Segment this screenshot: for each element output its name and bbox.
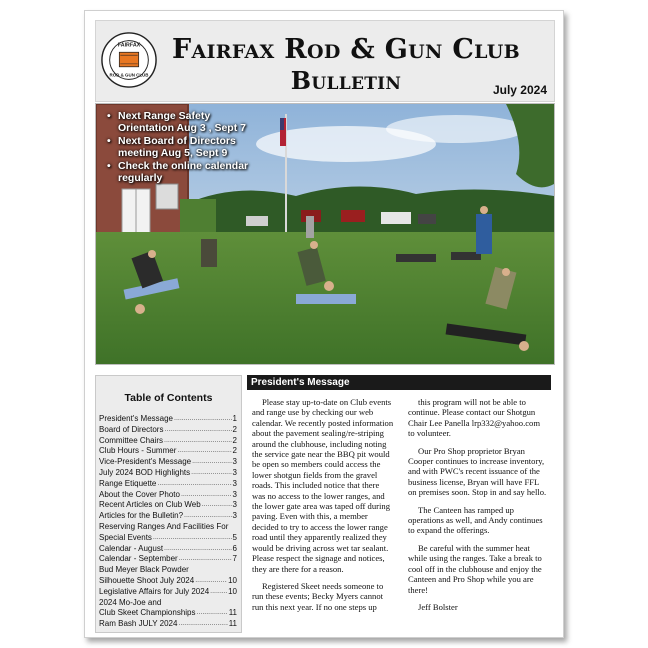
toc-leader-dots [164,544,232,555]
article-paragraph: The Canteen has ramped up operations as well, and Andy continues to expand the offerings. [408,504,543,536]
article-paragraph: Registered Skeet needs someone to run these events; Becky Myers cannot run this next year. If no one steps up [252,580,384,612]
toc-leader-dots [164,425,231,436]
event-bullet: • Check the online calendar regularly [118,160,268,184]
toc-entry-label: Silhouette Shoot July 2024 [99,575,195,585]
toc-entry-page: 7 [232,554,237,564]
article-paragraph: Please stay up-to-date on Club events and range use by checking our web calendar. We recently posted information about the pavement sealing/re-striping around the clubhouse, including noting the service gate near the BBQ pit would be open so members could access the lower shotgun fields from the gravel roads. This included notice that there was no access to the lower ranges, and the lower gate area was taped off during paving. Even with this, a member decided to try to access the lower range road until they apparently realized they would be driving across wet tar sealant. Please respect the signage and notices, they are there for a reason. [252,397,394,574]
toc-entry-page: 3 [232,478,237,488]
toc-entry-label: President's Message [99,414,174,423]
toc-entry[interactable] [99,479,237,490]
toc-title: Table of Contents [124,392,213,404]
toc-entry-label: Legislative Affairs for July 2024 [99,586,210,596]
article-column-2 [408,397,548,619]
toc-leader-dots [202,500,232,511]
toc-entry-page: 3 [232,457,237,467]
toc-entry[interactable] [99,511,237,522]
table-of-contents [95,375,242,633]
toc-entry-label: Board of Directors [99,424,164,434]
toc-entry[interactable] [99,490,237,501]
toc-entry-page: 10 [228,575,237,585]
issue-date: July 2024 [492,83,547,97]
toc-entry-page: 3 [232,500,237,510]
toc-leader-dots [192,457,231,468]
toc-entry-label-line1: Bud Meyer Black Powder [99,565,189,575]
toc-entry-label: Articles for the Bulletin? [99,511,184,521]
toc-entry-label: Committee Chairs [99,435,164,445]
toc-entry[interactable] [99,619,237,630]
toc-leader-dots [153,533,232,544]
toc-entry[interactable] [99,587,237,598]
toc-entry-page: 5 [232,532,237,542]
svg-text:FAIRFAX: FAIRFAX [117,42,141,49]
toc-entry-page: 3 [232,489,237,499]
toc-leader-dots [179,554,232,565]
toc-entry-page: 2 [232,435,237,445]
cover-photo [95,103,555,365]
toc-leader-dots [174,414,232,425]
toc-entry-page: 10 [228,586,237,596]
toc-entry-page: 3 [232,467,237,477]
toc-entry-label: Ram Bash JULY 2024 [99,619,178,629]
toc-leader-dots [157,479,231,490]
toc-leader-dots [191,468,231,479]
toc-entry-label: Calendar - September [99,554,178,564]
newsletter-title-line1: Fairfax Rod & Gun Club [172,34,520,65]
toc-entry-label: About the Cover Photo [99,489,180,499]
toc-leader-dots [195,576,227,587]
toc-entry-page: 11 [228,619,237,629]
article-paragraph: Our Pro Shop proprietor Bryan Cooper continues to increase inventory, and with PWC's recent issuance of the business license, Bryan will have FFL on premises soon. Stop in and say hello. [408,445,547,498]
toc-entry[interactable] [99,522,237,544]
toc-entry-page: 3 [232,511,237,521]
toc-leader-dots [181,490,232,501]
toc-entry[interactable] [99,565,237,587]
toc-entry-label: July 2024 BOD Highlights [99,467,191,477]
toc-entry-label: Range Etiquette [99,478,157,488]
toc-leader-dots [184,511,232,522]
toc-list [99,414,237,630]
svg-text:ROD & GUN CLUB: ROD & GUN CLUB [109,72,149,78]
signature: Jeff Bolster [418,601,458,612]
newsletter-title-line2: Bulletin [290,66,402,95]
toc-entry-page: 1 [232,414,237,423]
toc-entry-label: Calendar - August [99,543,164,553]
toc-entry-page: 11 [228,608,237,618]
club-logo [100,31,158,89]
toc-entry[interactable] [99,468,237,479]
article-paragraph: Be careful with the summer heat while using the ranges. Take a break to cool off in the clubhouse and enjoy the Canteen and Pro Shop while you are there! [408,542,542,595]
toc-entry-label-line1: Reserving Ranges And Facilities For [99,521,229,531]
toc-entry-page: 2 [232,424,237,434]
toc-leader-dots [210,587,227,598]
toc-entry-page: 2 [232,446,237,456]
event-bullet: • Next Range Safety Orientation Aug 3 , Sept 7 [118,110,268,134]
masthead [95,20,555,102]
toc-entry-label: Club Hours - Summer [99,446,177,456]
toc-entry[interactable] [99,554,237,565]
section-header-presidents-message: President's Message [247,375,551,390]
bulletin-page [84,10,564,638]
toc-entry[interactable] [99,544,237,555]
toc-entry[interactable] [99,598,237,620]
event-bullet: • Next Board of Directors meeting Aug 5, Sept 9 [118,135,268,159]
toc-entry-label-line1: 2024 Mo-Joe and [99,597,162,607]
toc-entry[interactable] [99,436,237,447]
upcoming-events-list [106,110,268,185]
toc-entry[interactable] [99,414,237,425]
toc-entry[interactable] [99,500,237,511]
toc-leader-dots [177,446,231,457]
toc-leader-dots [164,436,232,447]
toc-entry-label: Vice-President's Message [99,457,192,467]
toc-entry[interactable] [99,446,237,457]
toc-entry-label: Recent Articles on Club Web [99,500,201,510]
toc-entry[interactable] [99,457,237,468]
toc-entry-label: Special Events [99,532,152,542]
toc-leader-dots [178,619,227,630]
toc-leader-dots [197,608,228,619]
toc-entry-page: 6 [232,543,237,553]
article-paragraph: this program will not be able to continue. Please contact our Shotgun Chair Lee Panella lrp332@yahoo.com to volunteer. [408,397,541,439]
article-column-1 [252,397,394,619]
toc-entry[interactable] [99,425,237,436]
toc-entry-label: Club Skeet Championships [99,608,196,618]
